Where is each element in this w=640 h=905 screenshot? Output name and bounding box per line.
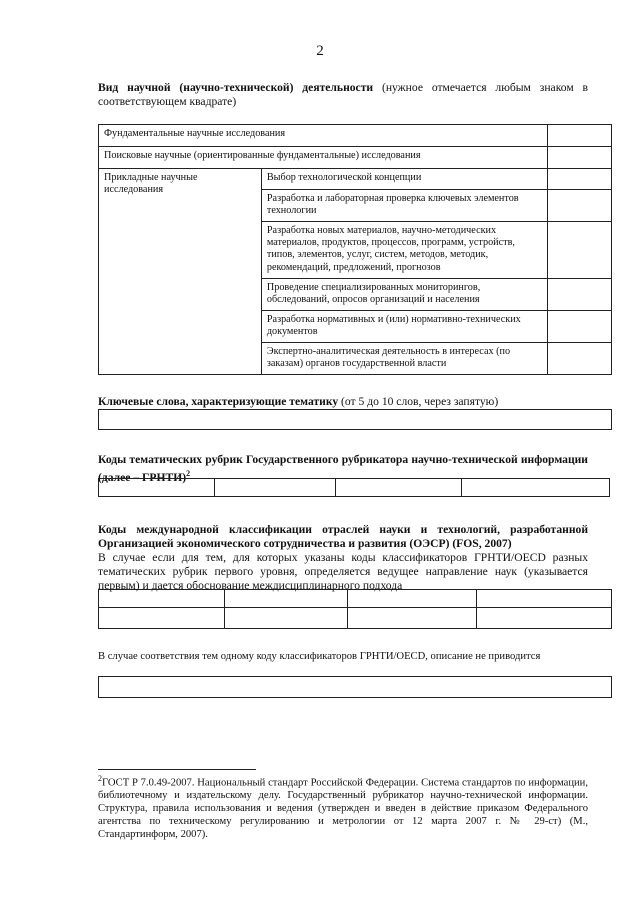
activity-row-fundamental	[99, 125, 612, 147]
activity-label-applied-4: Проведение специализированных мониторингов, обследований, опросов организаций и населения	[266, 282, 481, 306]
footnote-mark: 2	[98, 774, 102, 783]
keywords-field[interactable]	[98, 409, 612, 430]
activity-row-applied-1	[99, 169, 612, 190]
grnti-cell-3[interactable]	[336, 479, 462, 497]
activity-checkbox-applied-6[interactable]	[548, 343, 612, 375]
oecd-cell[interactable]	[477, 590, 612, 608]
oecd-cell[interactable]	[225, 608, 348, 629]
activity-heading-bold: Вид научной (научно-технической) деятельности	[98, 81, 374, 94]
oecd-row-1	[99, 590, 612, 608]
activity-table	[98, 124, 612, 375]
activity-row-exploratory	[99, 147, 612, 169]
keywords-heading-note: (от 5 до 10 слов, через запятую)	[338, 395, 499, 408]
keywords-heading	[98, 395, 608, 409]
activity-label-applied-3: Разработка новых материалов, научно-методических материалов, продуктов, процессов, программ, устройств, типов, элементов, услуг, систем, методов, методик, рекомендаций, предложений, прогнозов	[266, 225, 515, 273]
activity-checkbox-exploratory[interactable]	[548, 147, 612, 169]
activity-heading	[98, 81, 588, 109]
grnti-cell-4[interactable]	[462, 479, 610, 497]
oecd-text: В случае если для тем, для которых указаны коды классификаторов ГРНТИ/OECD разных тематических рубрик первого уровня, определяется ведущее направление наук (указывается первым) и дается обоснование междисциплинарного подхода	[98, 551, 588, 592]
oecd-cell[interactable]	[477, 608, 612, 629]
oecd-block	[98, 523, 588, 593]
activity-checkbox-applied-2[interactable]	[548, 190, 612, 222]
oecd-cell[interactable]	[225, 590, 348, 608]
grnti-row	[99, 479, 610, 497]
activity-checkbox-applied-4[interactable]	[548, 279, 612, 311]
activity-checkbox-fundamental[interactable]	[548, 125, 612, 147]
oecd-heading: Коды международной классификации отраслей науки и технологий, разработанной Организацией экономического сотрудничества и развития (ОЭСР) (FOS, 2007)	[98, 523, 588, 550]
footnote-divider	[98, 769, 256, 770]
grnti-heading-text: Коды тематических рубрик Государственного рубрикатора научно-технической информации (далее – ГРНТИ)	[98, 453, 588, 484]
oecd-table	[98, 589, 612, 629]
page-number: 2	[316, 43, 324, 59]
activity-label-applied-5: Разработка нормативных и (или) нормативно-технических документов	[266, 314, 521, 338]
single-code-note: В случае соответствия тем одному коду классификаторов ГРНТИ/OECD, описание не приводится	[98, 651, 541, 662]
grnti-cell-2[interactable]	[215, 479, 336, 497]
footnote-text: ГОСТ Р 7.0.49-2007. Национальный стандарт Российской Федерации. Система стандартов по информации, библиотечному и издательскому делу. Государственный рубрикатор научно-технической информации. Структура, правила использования и ведения (утвержден и введен в действие приказом Федерального агентства по техническому регулированию и метрологии от 12 марта 2007 г. № 29-ст) (М., Стандартинформ, 2007).	[98, 777, 588, 840]
grnti-cell-1[interactable]	[99, 479, 215, 497]
footnote	[98, 773, 588, 842]
oecd-cell[interactable]	[99, 608, 225, 629]
activity-label-applied-2: Разработка и лабораторная проверка ключевых элементов технологии	[266, 193, 519, 217]
activity-label-applied: Прикладные научные исследования	[104, 172, 198, 196]
keywords-heading-bold: Ключевые слова, характеризующие тематику	[98, 395, 339, 408]
activity-heading-note: (нужное отмечается любым знаком в соответствующем квадрате)	[98, 81, 589, 108]
activity-label-applied-6: Экспертно-аналитическая деятельность в интересах (по заказам) органов государственной власти	[266, 346, 511, 370]
activity-checkbox-applied-3[interactable]	[548, 222, 612, 279]
oecd-cell[interactable]	[348, 608, 477, 629]
grnti-table	[98, 478, 610, 497]
activity-checkbox-applied-1[interactable]	[548, 169, 612, 190]
single-code-field[interactable]	[98, 676, 612, 698]
grnti-footnote-mark: 2	[186, 469, 191, 478]
oecd-cell[interactable]	[348, 590, 477, 608]
activity-label-exploratory: Поисковые научные (ориентированные фундаментальные) исследования	[104, 150, 421, 161]
activity-checkbox-applied-5[interactable]	[548, 311, 612, 343]
activity-label-fundamental: Фундаментальные научные исследования	[104, 128, 286, 139]
oecd-row-2	[99, 608, 612, 629]
activity-label-applied-1: Выбор технологической концепции	[266, 172, 422, 183]
oecd-cell[interactable]	[99, 590, 225, 608]
